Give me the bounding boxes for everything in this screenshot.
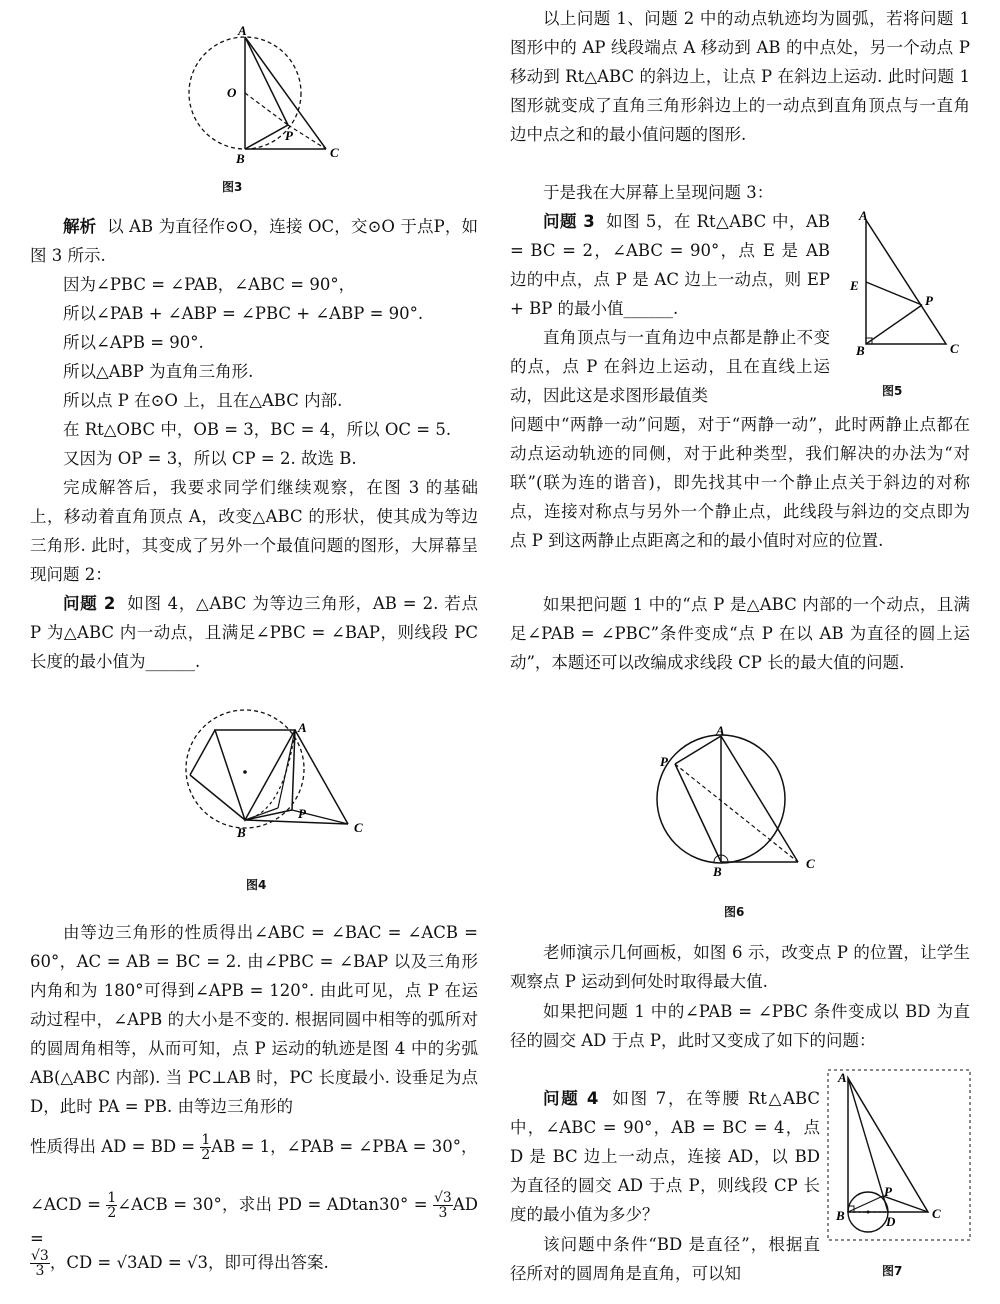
fraction-sqrt3-over-3 [30,1249,50,1278]
proof-line-1: 因为∠PBC = ∠PAB，∠ABC = 90°， [63,275,356,294]
fig7-caption: 图7 [882,1264,903,1278]
paragraph-observe: 完成解答后，我要求同学们继续观察，在图 3 的基础上，移动着直角顶点 A，改变△ABC 的形状，使其成为等边三角形. 此时，其变成了另外一个最值问题的图形，大屏幕呈现问题 2： [30,478,478,584]
label-A: A [238,23,247,38]
proof-line-2: 所以∠PAB + ∠ABP = ∠PBC + ∠ABP = 90°. [63,304,424,323]
figure-3 [180,23,340,166]
label-O: O [227,85,237,100]
eq1-text-b: AB = 1，∠PAB = ∠PBA = 30°， [211,1137,478,1156]
label-E: E [850,278,859,293]
fraction-one-half [200,1133,211,1162]
q2-text: 如图 4，△ABC 为等边三角形，AB = 2. 若点 P 为△ABC 内一动点，且满足∠PBC = ∠BAP，则线段 PC 长度的最小值为______. [30,594,478,671]
proof-line-7: 又因为 OP = 3，所以 CP = 2. 故选 B. [63,449,357,468]
analysis-paragraph [30,212,478,270]
eq2-text-b: ∠ACB = 30°，求出 PD = ADtan30° = [117,1195,433,1214]
paragraph-arcs: 以上问题 1、问题 2 中的动点轨迹均为圆弧，若将问题 1 图形中的 AP 线段端点 A 移动到 AB 的中点处，另一个动点 P 移动到 Rt△ABC 的斜边上，让点 P 在斜边上运动. 此时问题 1 图形就变成了直角三角形斜边上的一动点到直角顶点与一直角边中点之和的最小值问题的图形. [510,9,970,144]
question-3 [510,207,830,323]
paragraph-circle-variant: 如果把问题 1 中的“点 P 是△ABC 内部的一个动点，且满足∠PAB = ∠PBC”条件变成“点 P 在以 AB 为直径的圆上运动”，本题还可以改编成求线段 CP 长的最大值的问题. [510,595,970,672]
fraction-one-half [106,1191,117,1220]
proof-line-5: 所以点 P 在⊙O 上，且在△ABC 内部. [63,391,343,410]
frac-den: 2 [107,1205,117,1221]
label-P: P [925,293,933,308]
q3-text: 如图 5，在 Rt△ABC 中，AB = BC = 2，∠ABC = 90°，点 E 是 AB 边的中点，点 P 是 AC 边上一动点，则 EP + BP 的最小值______. [510,212,830,318]
figure-4 [180,720,380,845]
label-C: C [806,856,815,871]
figure-5 [850,210,970,370]
analysis-head: 解析 [63,217,97,236]
label-C: C [932,1206,941,1221]
paragraph-demo: 老师演示几何画板，如图 6 示，改变点 P 的位置，让学生观察点 P 运动到何处时取得最大值. [510,943,970,991]
figure-7 [826,1068,974,1243]
frac-num: 1 [201,1132,211,1148]
q4-text: 如图 7，在等腰 Rt△ABC 中，∠ABC = 90°，AB = BC = 4，点 D 是 BC 边上一动点，连接 AD，以 BD 为直径的圆交 AD 于点 P，则线段 CP 长度的最小值为多少？ [510,1089,820,1224]
paragraph-diameter-condition: 该问题中条件“BD 是直径”，根据直径所对的圆周角是直角，可以知 [510,1235,820,1283]
fig6-caption: 图6 [724,905,745,919]
paragraph-two-static-a: 直角顶点与一直角边中点都是静止不变的点，点 P 在斜边上运动，且在直线上运动，因此这是求图形最值类 [510,328,830,405]
label-B: B [237,825,246,840]
paragraph-bd-diameter: 如果把问题 1 中的∠PAB = ∠PBC 条件变成以 BD 为直径的圆交 AD 于点 P，此时又变成了如下的问题： [510,1002,970,1050]
label-C: C [330,145,339,160]
q2-head: 问题 2 [63,594,116,613]
frac-num: 1 [107,1190,117,1206]
figure-6 [650,723,820,879]
frac-num: √3 [434,1190,452,1206]
q4-head: 问题 4 [543,1089,599,1108]
label-A: A [838,1070,847,1085]
label-C: C [950,341,959,356]
q3-head: 问题 3 [543,212,595,231]
eq1-text-a: 性质得出 AD = BD = [30,1137,201,1156]
label-P: P [660,754,668,769]
equation-line-3 [30,1246,478,1280]
label-A: A [859,208,868,223]
label-D: D [886,1214,896,1229]
label-B: B [236,151,245,166]
label-P: P [298,806,306,821]
label-B: B [713,864,722,879]
paragraph-two-static-b: 问题中“两静一动”问题，对于“两静一动”，此时两静止点都在动点运动轨迹的同侧，对于此种类型，我们解决的办法为“对联”(联为连的谐音)，即先找其中一个静止点关于斜边的对称点，连接对称点与另外一个静止点，此线段与斜边的交点即为点 P 到这两静止点距离之和的最小值时对应的位置. [510,415,970,550]
label-A: A [716,723,725,738]
frac-num: √3 [31,1248,49,1264]
proof-line-3: 所以∠APB = 90°. [63,333,204,352]
fig5-caption: 图5 [882,384,903,398]
label-P: P [285,128,293,143]
label-P: P [884,1184,892,1199]
fig3-caption: 图3 [222,180,243,194]
frac-den: 2 [201,1147,211,1163]
fig4-caption: 图4 [246,878,267,892]
eq3-text: ，CD = √3AD = √3，即可得出答案. [49,1253,329,1272]
label-B: B [856,343,865,358]
label-B: B [836,1208,845,1223]
frac-den: 3 [438,1205,448,1221]
analysis-text: 以 AB 为直径作⊙O，连接 OC，交⊙O 于点P，如图 3 所示. [30,217,479,265]
eq2-text-c: AD = [30,1195,478,1248]
proof-line-6: 在 Rt△OBC 中，OB = 3，BC = 4，所以 OC = 5. [63,420,452,439]
question-4 [510,1084,820,1229]
equation-line-1 [30,1130,478,1164]
label-C: C [354,820,363,835]
label-A: A [298,720,307,735]
eq2-text-a: ∠ACD = [30,1195,107,1214]
fraction-sqrt3-over-3 [433,1191,453,1220]
paragraph-equilateral: 由等边三角形的性质得出∠ABC = ∠BAC = ∠ACB = 60°，AC = AB = BC = 2. 由∠PBC = ∠BAP 以及三角形内角和为 180°可得到∠APB = 120°. 由此可见，点 P 在运动过程中，∠APB 的大小是不变的. 根据同圆中相等的弧所对的圆周角相等，从而可知，点 P 运动的轨迹是图 4 中的劣弧 AB(△ABC 内部). 当 PC⊥AB 时，PC 长度最小. 设垂足为点 D，此时 PA = PB. 由等边三角形的 [30,923,478,1116]
frac-den: 3 [35,1263,45,1279]
question-2 [30,589,478,676]
proof-line-4: 所以△ABP 为直角三角形. [63,362,254,381]
paragraph-show-q3: 于是我在大屏幕上呈现问题 3： [543,183,774,202]
